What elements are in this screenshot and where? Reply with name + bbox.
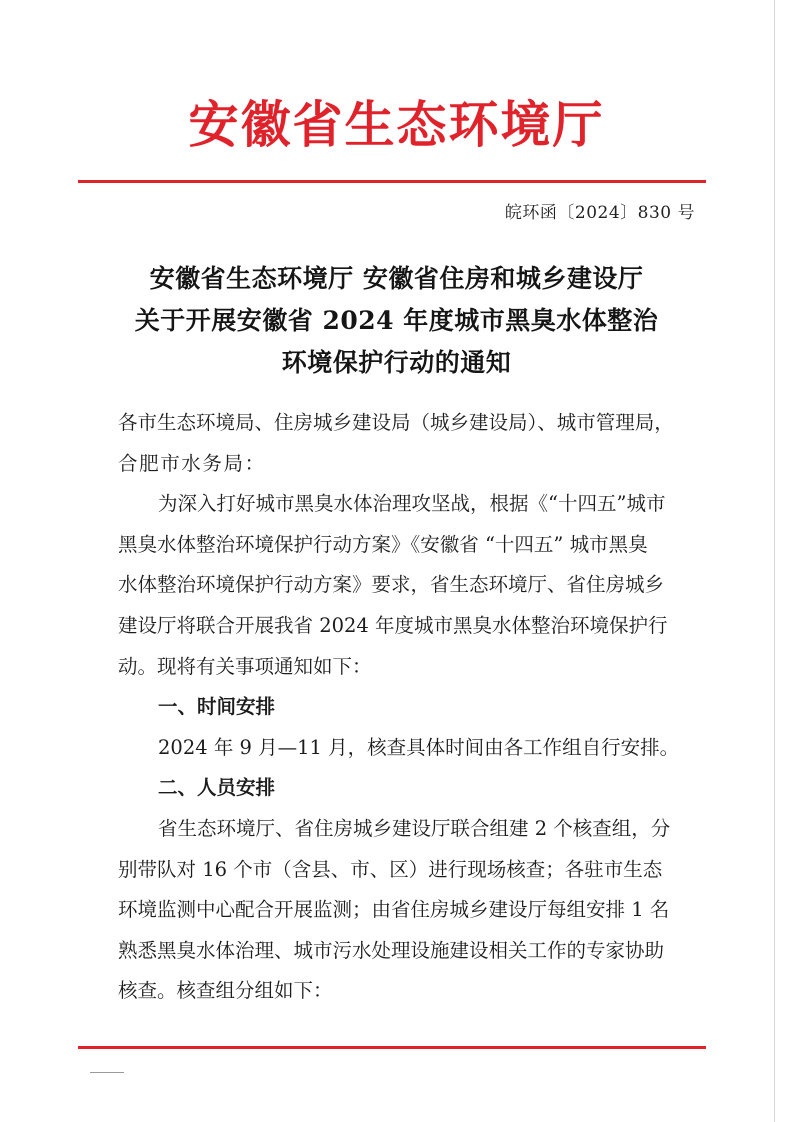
section-2-line-5: 核查。核查组分组如下： bbox=[118, 979, 333, 1003]
document-body bbox=[118, 403, 696, 1012]
section-1-paragraph bbox=[118, 728, 696, 769]
masthead: 安徽省生态环境厅 bbox=[188, 95, 605, 154]
addressee-paragraph bbox=[118, 403, 696, 484]
section-2-line-1: 省生态环境厅、省住房城乡建设厅联合组建 2 个核查组，分 bbox=[158, 816, 671, 840]
title-line-3: 环境保护行动的通知 bbox=[281, 348, 512, 377]
section-2-line-2: 别带队对 16 个市（含县、市、区）进行现场核查；各驻市生态 bbox=[118, 857, 663, 881]
title-line-1: 安徽省生态环境厅 安徽省住房和城乡建设厅 bbox=[149, 264, 644, 293]
intro-paragraph bbox=[118, 484, 696, 687]
scan-mark bbox=[90, 1072, 124, 1073]
intro-line-4: 建设厅将联合开展我省 2024 年度城市黑臭水体整治环境保护行 bbox=[118, 613, 668, 637]
section-2-line-3: 环境监测中心配合开展监测；由省住房城乡建设厅每组安排 1 名 bbox=[118, 898, 670, 922]
section-1-line-1: 2024 年 9 月—11 月，核查具体时间由各工作组自行安排。 bbox=[158, 735, 680, 759]
document-number: 皖环函〔2024〕830 号 bbox=[504, 203, 695, 223]
addressee-line-2: 合肥市水务局： bbox=[118, 451, 266, 475]
section-2-line-4: 熟悉黑臭水体治理、城市污水处理设施建设相关工作的专家协助 bbox=[118, 938, 665, 962]
section-1-heading: 一、时间安排 bbox=[158, 695, 276, 719]
section-2-heading: 二、人员安排 bbox=[158, 776, 276, 800]
intro-line-5: 动。现将有关事项通知如下： bbox=[118, 654, 372, 678]
addressee-line-1: 各市生态环境局、住房城乡建设局（城乡建设局）、城市管理局， bbox=[118, 411, 674, 434]
scan-edge bbox=[774, 0, 775, 1122]
title-line-2: 关于开展安徽省 2024 年度城市黑臭水体整治 bbox=[134, 306, 659, 335]
intro-line-3: 水体整治环境保护行动方案》要求，省生态环境厅、省住房城乡 bbox=[118, 573, 665, 597]
footer-red-rule bbox=[78, 1046, 706, 1049]
intro-line-1: 为深入打好城市黑臭水体治理攻坚战，根据《“十四五”城市 bbox=[158, 492, 666, 516]
intro-line-2: 黑臭水体整治环境保护行动方案》《安徽省 “十四五” 城市黑臭 bbox=[118, 532, 648, 556]
document-title bbox=[0, 258, 793, 384]
section-2-paragraph bbox=[118, 809, 696, 1012]
masthead-red-rule bbox=[78, 180, 706, 183]
